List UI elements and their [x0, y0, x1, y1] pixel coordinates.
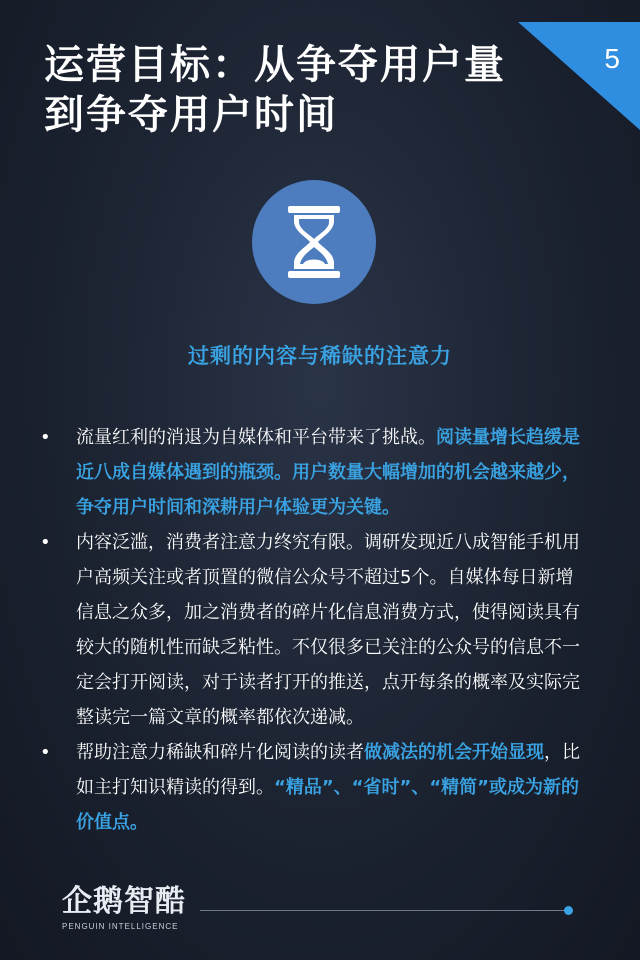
page-number: 5 [604, 43, 620, 74]
bullet-text: ，比如主打知识精读的得到。 [76, 742, 580, 798]
logo-subtext: PENGUIN INTELLIGENCE [62, 922, 179, 931]
footer-dot-icon [564, 906, 573, 915]
footer-divider [200, 910, 566, 911]
page-number-corner [518, 0, 640, 130]
hourglass-icon [286, 204, 342, 280]
hourglass-badge [252, 180, 376, 304]
bullet-text: 内容泛滥，消费者注意力终究有限。调研发现近八成智能手机用户高频关注或者顶置的微信公众号不超过5个。自媒体每日新增信息之众多，加之消费者的碎片化信息消费方式，使得阅读具有较大的随机性而缺乏粘性。不仅很多已关注的公众号的信息不一定会打开阅读，对于读者打开的推送，点开每条的概率及实际完整读完一篇文章的概率都依次递减。 [76, 532, 580, 728]
bullet-text: 流量红利的消退为自媒体和平台带来了挑战。 [76, 427, 436, 448]
bullet-highlight: 阅读量增长趋缓是近八成自媒体遇到的瓶颈。用户数量大幅增加的机会越来越少，争夺用户时间和深耕用户体验更为关键。 [76, 427, 580, 518]
logo-text: 企鹅智酷 [62, 884, 186, 919]
corner-triangle-icon [518, 0, 640, 130]
bullet-item [40, 525, 580, 735]
page-title-line-2: 到争夺用户时间 [44, 92, 338, 138]
bullet-highlight: “精品”、“省时”、“精简”或成为新的价值点。 [76, 777, 579, 833]
bullet-item [40, 420, 580, 525]
bullet-item [40, 735, 580, 840]
bullet-list [40, 420, 580, 840]
bullet-text: 帮助注意力稀缺和碎片化阅读的读者 [76, 742, 364, 763]
page-title-line-1: 运营目标：从争夺用户量 [44, 42, 506, 88]
section-subtitle: 过剩的内容与稀缺的注意力 [188, 344, 452, 368]
penguin-intelligence-logo [62, 884, 192, 944]
bullet-highlight: 做减法的机会开始显现 [364, 742, 544, 763]
page-title [44, 40, 564, 140]
